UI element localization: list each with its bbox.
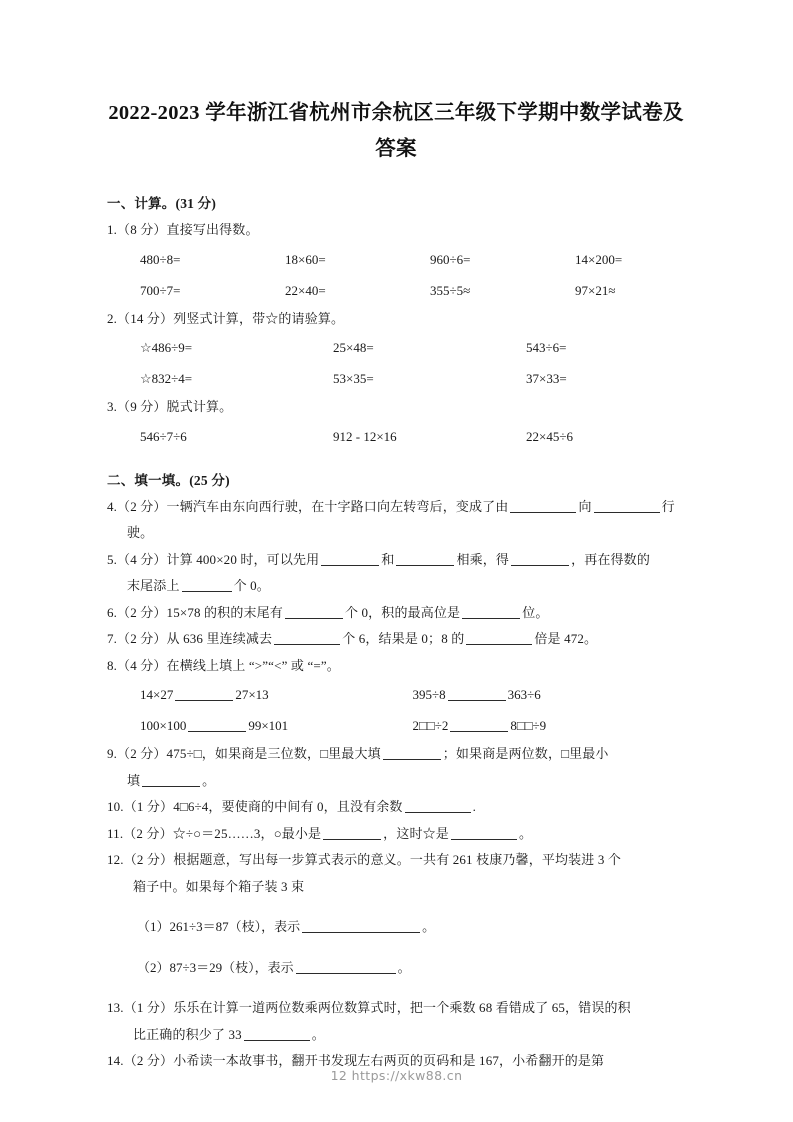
page-footer-watermark: 12 https://xkw88.cn [330, 1068, 463, 1083]
page-title: 2022-2023 学年浙江省杭州市余杭区三年级下学期中数学试卷及答案 [108, 102, 684, 160]
answer-blank[interactable] [188, 731, 246, 732]
question-12-sub-1-text: （1）261÷3＝87（枝），表示 [137, 919, 301, 934]
question-7 [107, 626, 685, 653]
expression: 700÷7= [140, 282, 181, 298]
question-8-row-1 [107, 679, 685, 710]
question-10 [107, 794, 685, 821]
answer-blank[interactable] [302, 932, 420, 933]
comparison-pair [413, 679, 686, 710]
question-1-row-1 [107, 244, 685, 275]
comparison-right: 363÷6 [507, 687, 541, 702]
answer-blank[interactable] [175, 700, 233, 701]
answer-blank[interactable] [383, 759, 441, 760]
expression: 37×33= [526, 371, 567, 386]
expression: 14×200= [575, 251, 623, 267]
expression: 480÷8= [140, 251, 181, 267]
expression: 22×45÷6 [526, 428, 573, 444]
question-12-text-2: 箱子中。如果每个箱子装 3 束 [133, 878, 305, 894]
question-8-stem: 8.（4 分）在横线上填上 “>”“<” 或 “=”。 [107, 657, 340, 673]
section-heading-1: 一、计算。(31 分) [107, 196, 217, 211]
question-5 [107, 547, 685, 600]
answer-blank[interactable] [462, 618, 520, 619]
question-8-row-2 [107, 710, 685, 741]
page-content [107, 0, 685, 1075]
question-11-text-1: 11.（2 分）☆÷○＝25……3，○最小是 [107, 825, 322, 841]
question-11 [107, 821, 685, 848]
expression: 546÷7÷6 [140, 428, 187, 444]
question-9-text-3: 填 [127, 772, 141, 788]
question-13-text-2: 比正确的积少了 33 [133, 1026, 242, 1042]
question-3-stem: 3.（9 分）脱式计算。 [107, 399, 233, 414]
answer-blank[interactable] [448, 700, 506, 701]
expression: 18×60= [285, 251, 326, 267]
question-5-text-6: 个 0。 [233, 578, 270, 593]
expression: 355÷5≈ [430, 282, 471, 298]
question-12-text-1: 12.（2 分）根据题意，写出每一步算式表示的意义。一共有 261 枝康乃馨，平均装进 3 个 [107, 852, 622, 867]
question-13-text-3: 。 [311, 1026, 325, 1042]
question-5-text-2: 和 [381, 551, 395, 567]
expression: 25×48= [333, 340, 374, 355]
comparison-left: 395÷8 [412, 687, 446, 702]
answer-blank[interactable] [142, 786, 200, 787]
comparison-left: 100×100 [140, 718, 187, 733]
expression: 22×40= [285, 282, 326, 298]
answer-blank[interactable] [285, 618, 343, 619]
answer-blank[interactable] [244, 1040, 310, 1041]
answer-blank[interactable] [396, 565, 454, 566]
section-heading-2: 二、填一填。(25 分) [107, 472, 230, 488]
question-4 [107, 494, 685, 547]
comparison-right: 27×13 [235, 687, 269, 702]
question-9 [107, 741, 685, 794]
expression: 543÷6= [526, 340, 567, 355]
answer-blank[interactable] [451, 839, 517, 840]
comparison-left: 14×27 [140, 687, 174, 702]
question-5-text-4: ，再在得数的 [571, 551, 650, 567]
question-13-text-1: 13.（1 分）乐乐在计算一道两位数乘两位数算式时，把一个乘数 68 看错成了 65，错误的积 [107, 1000, 631, 1015]
answer-blank[interactable] [405, 812, 471, 813]
question-7-text-3: 倍是 472。 [534, 631, 598, 646]
question-12-sub-1 [107, 913, 685, 941]
question-2-row-1 [107, 332, 685, 363]
answer-blank[interactable] [321, 565, 379, 566]
question-6-text-2: 个 0，积的最高位是 [344, 604, 461, 620]
question-4-text-4: 驶。 [127, 525, 154, 540]
question-4-text-1: 4.（2 分）一辆汽车由东向西行驶，在十字路口向左转弯后，变成了由 [107, 498, 509, 514]
question-9-text-1: 9.（2 分）475÷□，如果商是三位数，□里最大填 [107, 746, 381, 761]
expression: ☆486÷9= [140, 340, 193, 355]
question-4-text-3: 行 [661, 498, 675, 514]
question-14-text-1: 14.（2 分）小希读一本故事书，翻开书发现左右两页的页码和是 167，小希翻开的是第 [107, 1053, 605, 1068]
answer-blank[interactable] [323, 839, 381, 840]
answer-blank[interactable] [466, 644, 532, 645]
question-12-sub-2 [107, 954, 685, 982]
answer-blank[interactable] [182, 591, 232, 592]
question-2-stem: 2.（14 分）列竖式计算，带☆的请验算。 [107, 310, 345, 326]
expression: 960÷6= [430, 251, 471, 267]
question-9-text-4: 。 [202, 772, 216, 788]
comparison-pair [413, 710, 686, 741]
question-3-row-1 [107, 421, 685, 452]
question-2-row-2 [107, 363, 685, 394]
question-1-stem: 1.（8 分）直接写出得数。 [107, 222, 259, 237]
expression: 912 - 12×16 [333, 428, 397, 444]
question-7-text-2: 个 6，结果是 0；8 的 [342, 631, 465, 646]
comparison-right: 99×101 [248, 718, 289, 733]
question-6-text-1: 6.（2 分）15×78 的积的末尾有 [107, 604, 283, 620]
question-1-row-2 [107, 275, 685, 306]
question-5-text-5: 末尾添上 [127, 578, 180, 593]
question-12-sub-2-text: （2）87÷3＝29（枝），表示 [137, 960, 294, 975]
question-10-text-2: . [472, 799, 476, 814]
comparison-pair [140, 710, 413, 741]
question-5-text-3: 相乘，得 [456, 551, 510, 567]
question-7-text-1: 7.（2 分）从 636 里连续减去 [107, 631, 273, 646]
answer-blank[interactable] [594, 512, 660, 513]
comparison-left: 2□□÷2 [412, 718, 449, 733]
question-10-text-1: 10.（1 分）4□6÷4，要使商的中间有 0，且没有余数 [107, 799, 403, 814]
question-6 [107, 600, 685, 627]
question-12-sub-2-end: 。 [397, 960, 411, 975]
answer-blank[interactable] [510, 512, 576, 513]
answer-blank[interactable] [274, 644, 340, 645]
question-12 [107, 847, 685, 900]
question-9-text-2: ；如果商是两位数，□里最小 [442, 746, 609, 761]
question-11-text-2: ，这时☆是 [383, 825, 449, 841]
answer-blank[interactable] [450, 731, 508, 732]
comparison-right: 8□□÷9 [510, 718, 547, 733]
question-13 [107, 995, 685, 1048]
question-12-sub-1-end: 。 [422, 919, 436, 934]
comparison-pair [140, 679, 413, 710]
question-4-text-2: 向 [578, 498, 592, 514]
answer-blank[interactable] [296, 973, 396, 974]
expression: 53×35= [333, 371, 374, 386]
question-6-text-3: 位。 [522, 604, 549, 620]
expression: 97×21≈ [575, 282, 616, 298]
expression: ☆832÷4= [140, 371, 193, 386]
answer-blank[interactable] [511, 565, 569, 566]
question-11-text-3: 。 [518, 825, 533, 841]
question-5-text-1: 5.（4 分）计算 400×20 时，可以先用 [107, 551, 320, 567]
